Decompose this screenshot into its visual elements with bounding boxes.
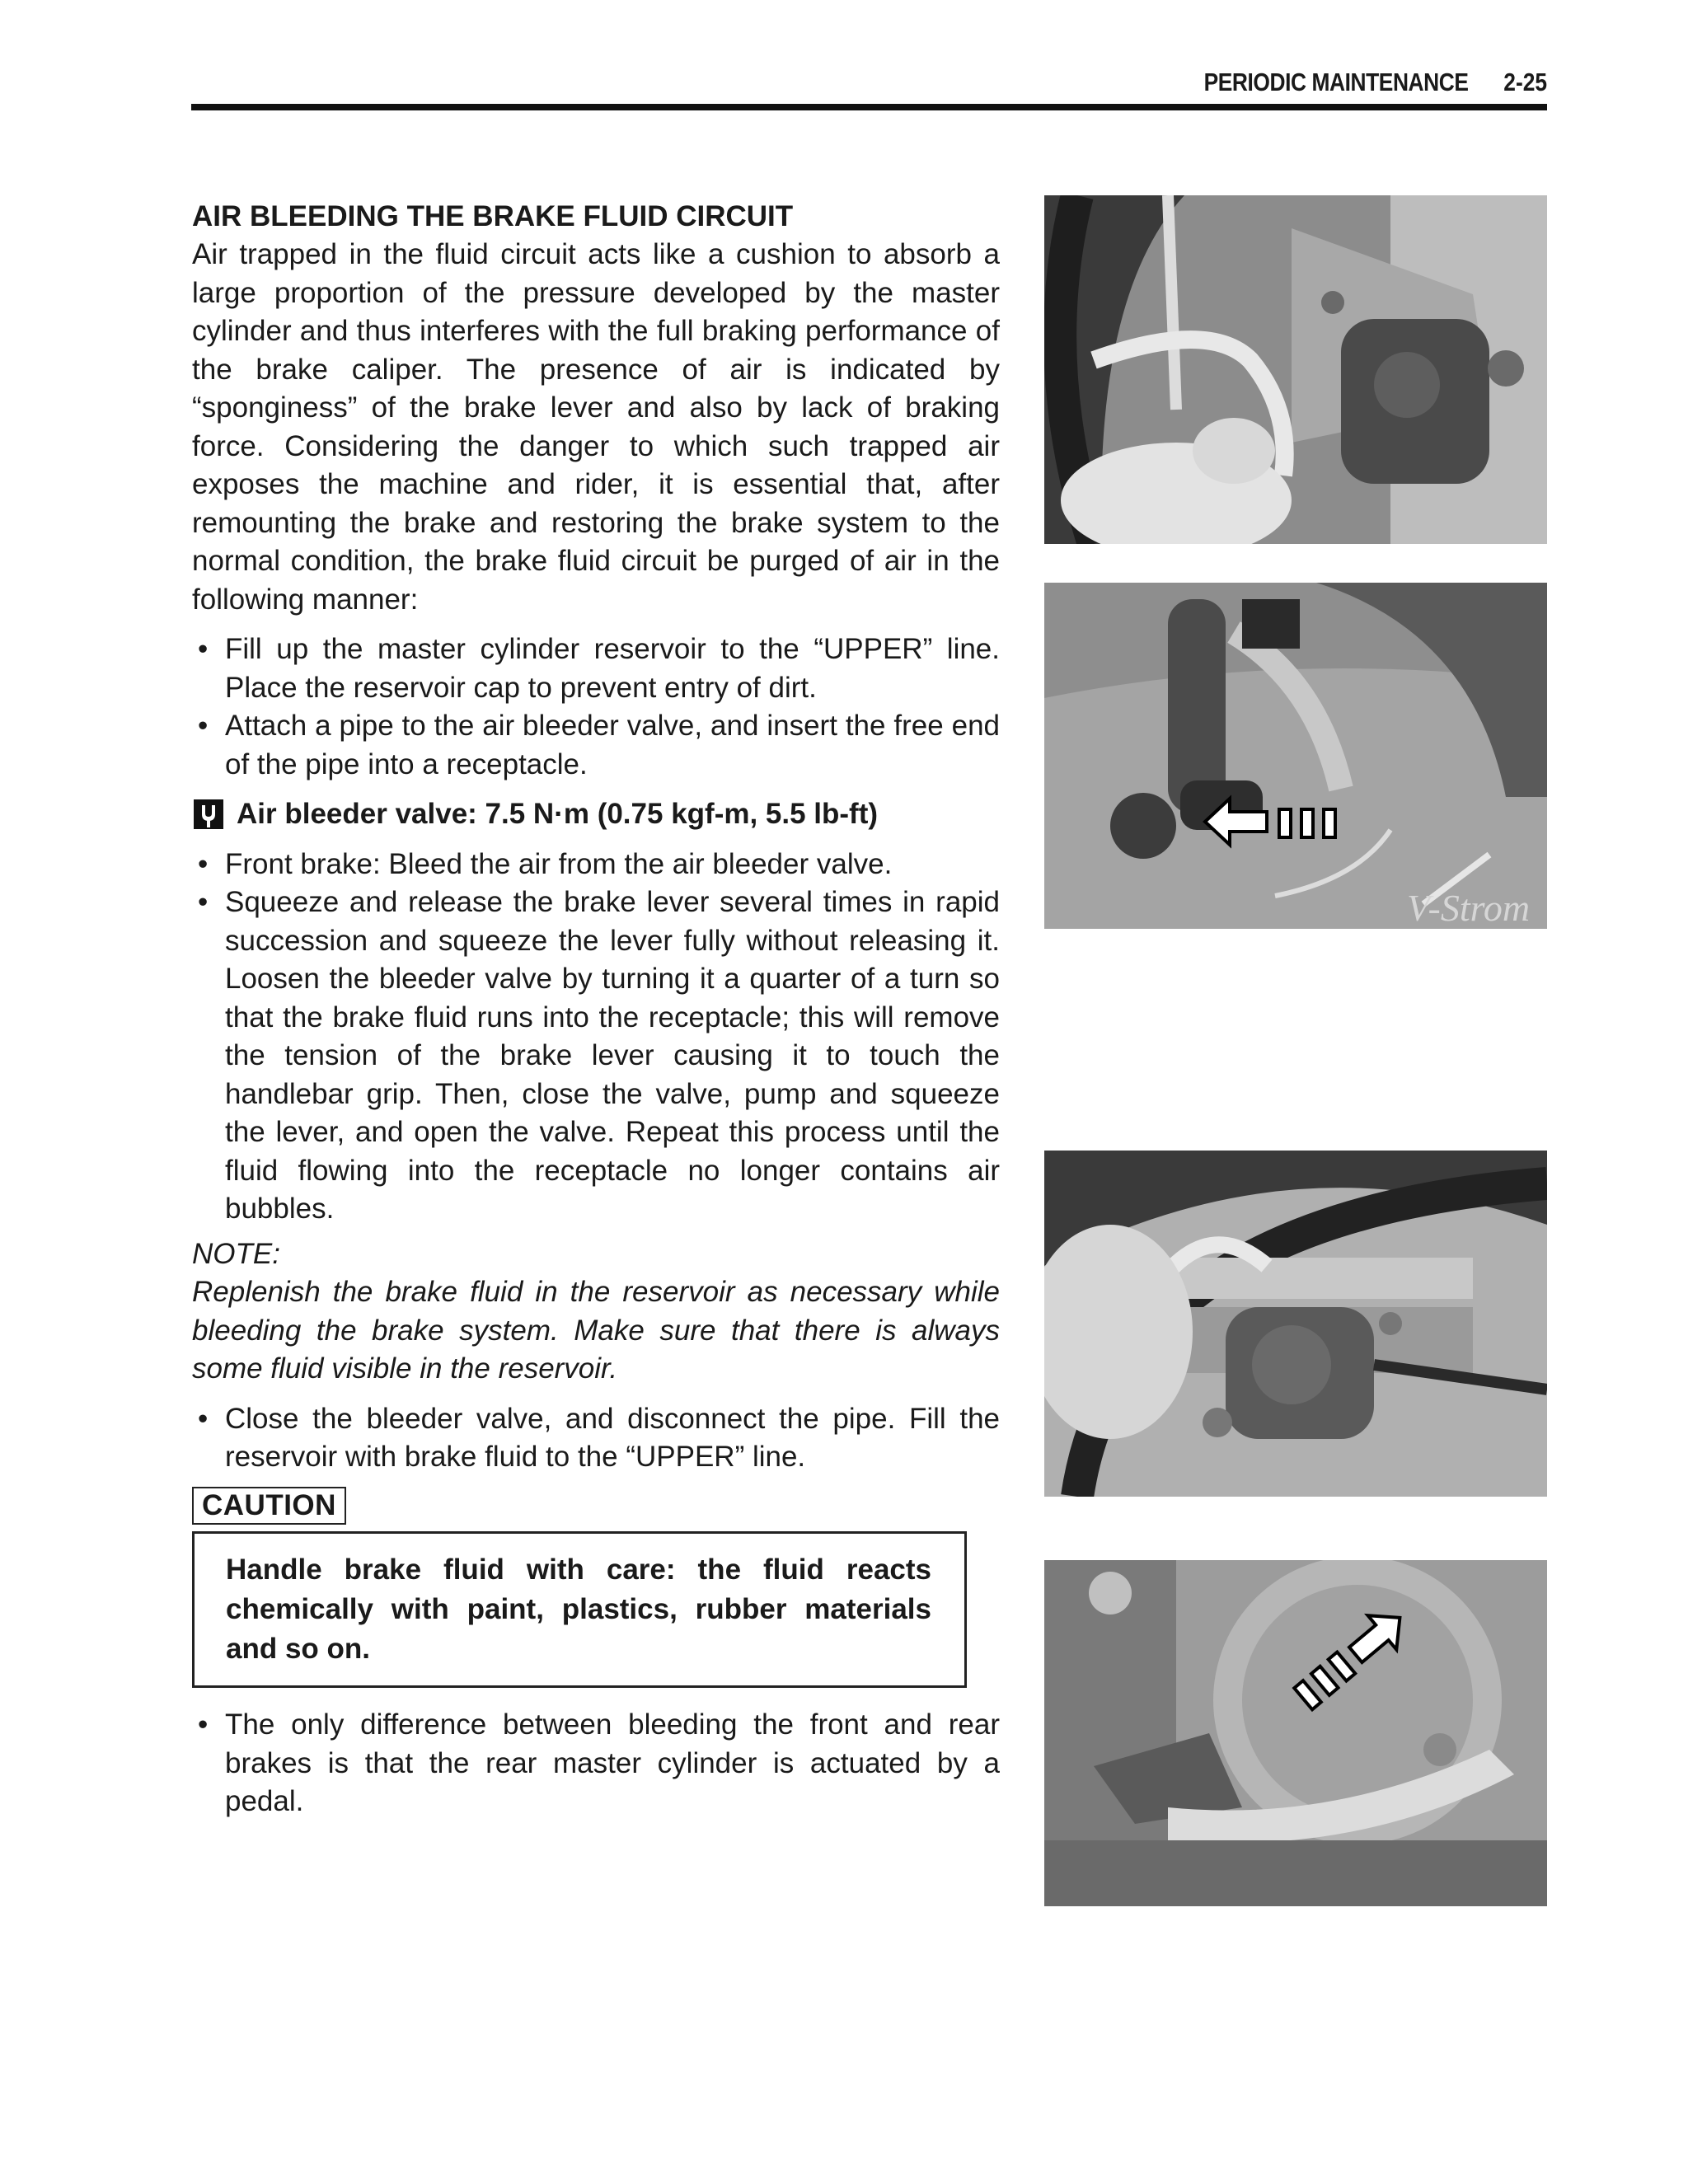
bullet-mark: • — [198, 1402, 209, 1435]
rear-pedal-image — [1044, 1560, 1547, 1906]
photo-rear-pedal — [1044, 1560, 1547, 1906]
caution-box: Handle brake fluid with care: the fluid reacts chemically with paint, plastics, rubber materials and so on. — [192, 1531, 967, 1688]
torque-text: Air bleeder valve: 7.5 N·m (0.75 kgf-m, 5.5 lb-ft) — [237, 798, 879, 830]
torque-spec — [192, 795, 1000, 834]
list-item-text: Close the bleeder valve, and disconnect the pipe. Fill the reservoir with brake fluid to the “UPPER” line. — [225, 1402, 1000, 1473]
front-caliper-image — [1044, 195, 1547, 544]
photo-front-caliper — [1044, 195, 1547, 544]
bullet-mark: • — [198, 847, 209, 880]
bullet-mark: • — [198, 886, 209, 918]
list-item — [192, 846, 1000, 884]
list-item-text: Squeeze and release the brake lever several times in rapid succession and squeeze the lever fully without releasing it. Loosen the bleeder valve by turning it a quarter of a turn so that the brake fluid runs into the receptacle; this will remove the tension of the brake lever causing it to touch the handlebar grip. Then, close the valve, pump and squeeze the lever, and open the valve. Repeat this process until the fluid flowing into the receptacle no longer contains air bubbles. — [225, 886, 1000, 1225]
list-item — [192, 630, 1000, 707]
list-item — [192, 1400, 1000, 1477]
text-column — [192, 198, 1000, 1821]
photo-brake-lever — [1044, 583, 1547, 929]
list-item-text: Attach a pipe to the air bleeder valve, and insert the free end of the pipe into a receptacle. — [225, 710, 1000, 780]
note-text: Replenish the brake fluid in the reservoir as necessary while bleeding the brake system. Make sure that there is always some fluid visible in the reservoir. — [192, 1276, 1000, 1385]
list-item — [192, 883, 1000, 1229]
list-item — [192, 707, 1000, 784]
bullet-mark: • — [198, 1708, 209, 1741]
page-number: 2-25 — [1503, 68, 1547, 96]
bullet-list-1 — [192, 630, 1000, 784]
note-label: NOTE: — [192, 1237, 280, 1270]
page-header — [191, 64, 1547, 110]
caution-label: CAUTION — [192, 1487, 346, 1525]
torque-wrench-icon — [192, 798, 225, 831]
list-item-text: The only difference between bleeding the front and rear brakes is that the rear master cylinder is actuated by a pedal. — [225, 1708, 1000, 1817]
brake-lever-image — [1044, 583, 1547, 929]
section-heading: AIR BLEEDING THE BRAKE FLUID CIRCUIT — [192, 200, 794, 232]
photo-brand-text: V-Strom — [1407, 887, 1531, 929]
list-item-text: Front brake: Bleed the air from the air bleeder valve. — [225, 847, 893, 880]
bullet-list-2 — [192, 846, 1000, 1229]
photo-rear-caliper — [1044, 1151, 1547, 1497]
list-item-text: Fill up the master cylinder reservoir to the “UPPER” line. Place the reservoir cap to prevent entry of dirt. — [225, 633, 1000, 704]
bullet-list-4 — [192, 1706, 1000, 1821]
rear-caliper-image — [1044, 1151, 1547, 1497]
intro-paragraph: Air trapped in the fluid circuit acts like a cushion to absorb a large proportion of the pressure developed by the master cylinder and thus interferes with the full braking performance of the brake caliper. The presence of air is indicated by “sponginess” of the brake lever and also by lack of braking force. Considering the danger to which such trapped air exposes the machine and rider, it is essential that, after remounting the brake and restoring the brake system to the normal condition, the brake fluid circuit be purged of air in the following manner: — [192, 238, 1000, 616]
list-item — [192, 1706, 1000, 1821]
section-title: PERIODIC MAINTENANCE — [1204, 68, 1469, 96]
bullet-list-3 — [192, 1400, 1000, 1477]
bullet-mark: • — [198, 633, 209, 665]
bullet-mark: • — [198, 710, 209, 742]
